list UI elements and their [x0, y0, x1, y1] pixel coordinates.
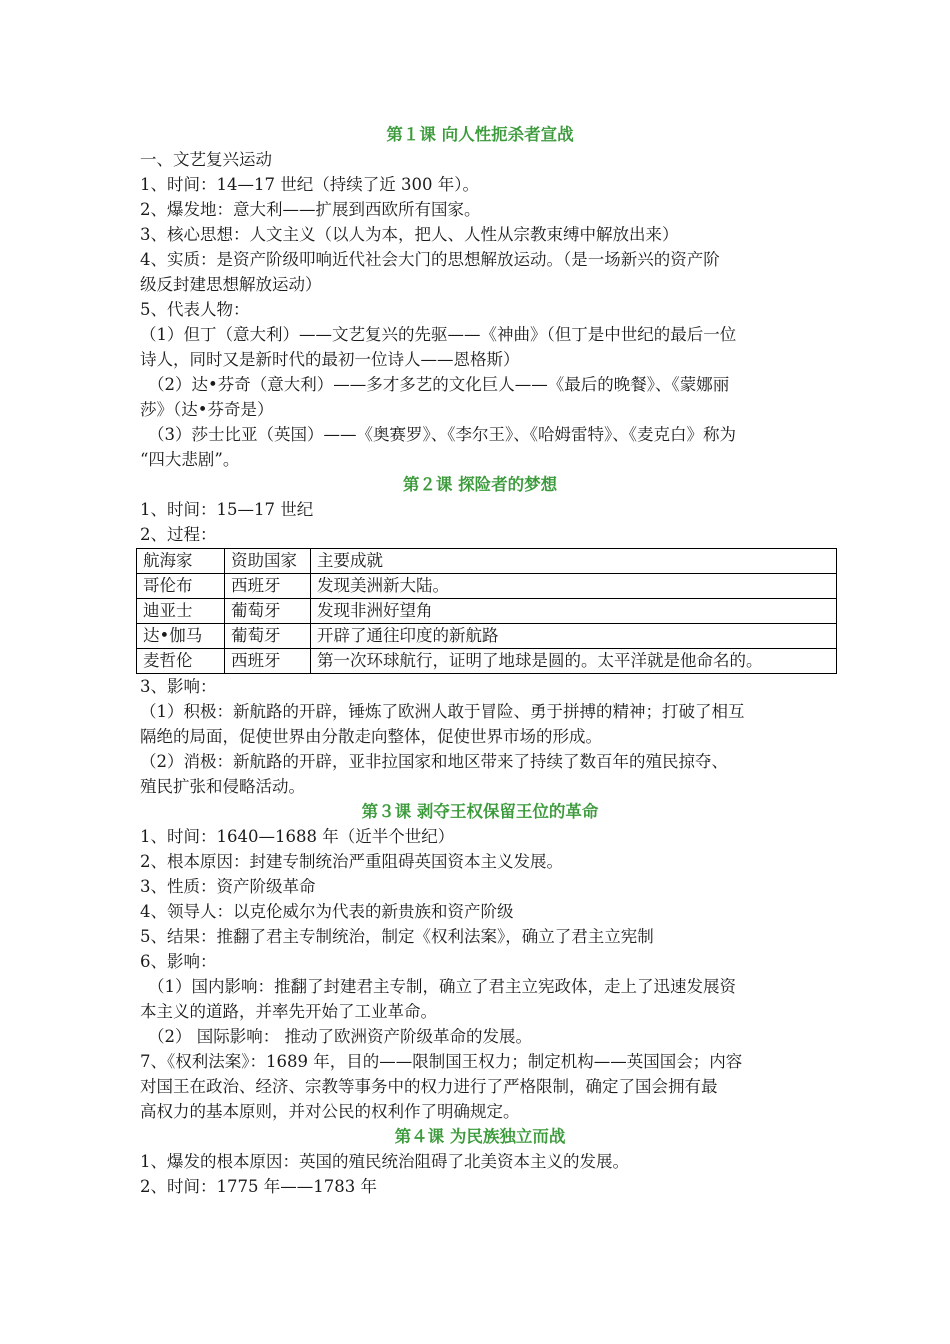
lesson1-line: 1、时间：14—17 世纪（持续了近 300 年）。 [140, 175, 479, 194]
lesson1-line: 级反封建思想解放运动） [140, 275, 322, 294]
lesson2-line: （1）积极：新航路的开辟，锤炼了欧洲人敢于冒险、勇于拼搏的精神；打破了相互 [140, 702, 745, 721]
lesson1-title: 第１课 向人性扼杀者宣战 [386, 125, 574, 144]
table-cell: 第一次环球航行，证明了地球是圆的。太平洋就是他命名的。 [311, 649, 837, 674]
lesson1-line: 诗人，同时又是新时代的最初一位诗人——恩格斯） [140, 350, 520, 369]
lesson2-line: 2、过程： [140, 525, 217, 544]
table-cell: 西班牙 [225, 574, 311, 599]
lesson3-line: 5、结果：推翻了君主专制统治，制定《权利法案》，确立了君主立宪制 [140, 927, 654, 946]
lesson3-line: 1、时间：1640—1688 年（近半个世纪） [140, 827, 455, 846]
table-cell: 达•伽马 [137, 624, 225, 649]
lesson2-line: 3、影响： [140, 677, 217, 696]
lesson1-line: 3、核心思想：人文主义（以人为本，把人、人性从宗教束缚中解放出来） [140, 225, 679, 244]
table-cell: 哥伦布 [137, 574, 225, 599]
lesson2-line: 殖民扩张和侵略活动。 [140, 777, 305, 796]
lesson1-line: “四大悲剧”。 [140, 450, 240, 469]
lesson2-title: 第２课 探险者的梦想 [402, 475, 558, 494]
table-header-cell: 主要成就 [311, 549, 837, 574]
lesson1-line: 莎》（达•芬奇是） [140, 400, 274, 419]
lesson1-line: 5、代表人物： [140, 300, 250, 319]
table-cell: 葡萄牙 [225, 624, 311, 649]
table-cell: 发现美洲新大陆。 [311, 574, 837, 599]
lesson3-title: 第３课 剥夺王权保留王位的革命 [361, 802, 599, 821]
table-row [137, 574, 837, 599]
lesson1-line: 2、爆发地：意大利——扩展到西欧所有国家。 [140, 200, 481, 219]
lesson1-line: （3）莎士比亚（英国）——《奥赛罗》、《李尔王》、《哈姆雷特》、《麦克白》称为 [148, 425, 736, 444]
lesson4-line: 1、爆发的根本原因：英国的殖民统治阻碍了北美资本主义的发展。 [140, 1152, 629, 1171]
lesson3-line: 对国王在政治、经济、宗教等事务中的权力进行了严格限制，确定了国会拥有最 [140, 1077, 718, 1096]
table-header-row [137, 549, 837, 574]
table-row [137, 624, 837, 649]
lesson3-line: 6、影响： [140, 952, 217, 971]
navigators-table [136, 548, 837, 674]
lesson2-line: （2）消极：新航路的开辟，亚非拉国家和地区带来了持续了数百年的殖民掠夺、 [140, 752, 728, 771]
lesson3-line: 4、领导人：以克伦威尔为代表的新贵族和资产阶级 [140, 902, 514, 921]
lesson4-line: 2、时间：1775 年——1783 年 [140, 1177, 377, 1196]
lesson1-line: （1）但丁（意大利）——文艺复兴的先驱——《神曲》（但丁是中世纪的最后一位 [140, 325, 737, 344]
lesson1-section-heading: 一、文艺复兴运动 [140, 150, 272, 169]
table-cell: 发现非洲好望角 [311, 599, 837, 624]
table-cell: 麦哲伦 [137, 649, 225, 674]
lesson4-title: 第４课 为民族独立而战 [394, 1127, 566, 1146]
table-row [137, 599, 837, 624]
document-page [140, 122, 820, 1199]
table-row [137, 649, 837, 674]
lesson3-line: 3、性质：资产阶级革命 [140, 877, 316, 896]
lesson3-line: 本主义的道路，并率先开始了工业革命。 [140, 1002, 437, 1021]
lesson3-line: 7、《权利法案》：1689 年，目的——限制国王权力；制定机构——英国国会；内容 [140, 1052, 743, 1071]
lesson2-line: 1、时间：15—17 世纪 [140, 500, 314, 519]
lesson1-line: 4、实质：是资产阶级叩响近代社会大门的思想解放运动。（是一场新兴的资产阶 [140, 250, 720, 269]
table-header-cell: 航海家 [137, 549, 225, 574]
table-header-cell: 资助国家 [225, 549, 311, 574]
table-cell: 迪亚士 [137, 599, 225, 624]
table-cell: 开辟了通往印度的新航路 [311, 624, 837, 649]
lesson3-line: 2、根本原因：封建专制统治严重阻碍英国资本主义发展。 [140, 852, 563, 871]
lesson1-line: （2）达•芬奇（意大利）——多才多艺的文化巨人——《最后的晚餐》、《蒙娜丽 [148, 375, 730, 394]
lesson3-line: （2） 国际影响： 推动了欧洲资产阶级革命的发展。 [148, 1027, 532, 1046]
lesson3-line: 高权力的基本原则，并对公民的权利作了明确规定。 [140, 1102, 520, 1121]
lesson3-line: （1）国内影响：推翻了封建君主专制，确立了君主立宪政体，走上了迅速发展资 [148, 977, 736, 996]
table-cell: 葡萄牙 [225, 599, 311, 624]
lesson2-line: 隔绝的局面，促使世界由分散走向整体，促使世界市场的形成。 [140, 727, 602, 746]
table-cell: 西班牙 [225, 649, 311, 674]
